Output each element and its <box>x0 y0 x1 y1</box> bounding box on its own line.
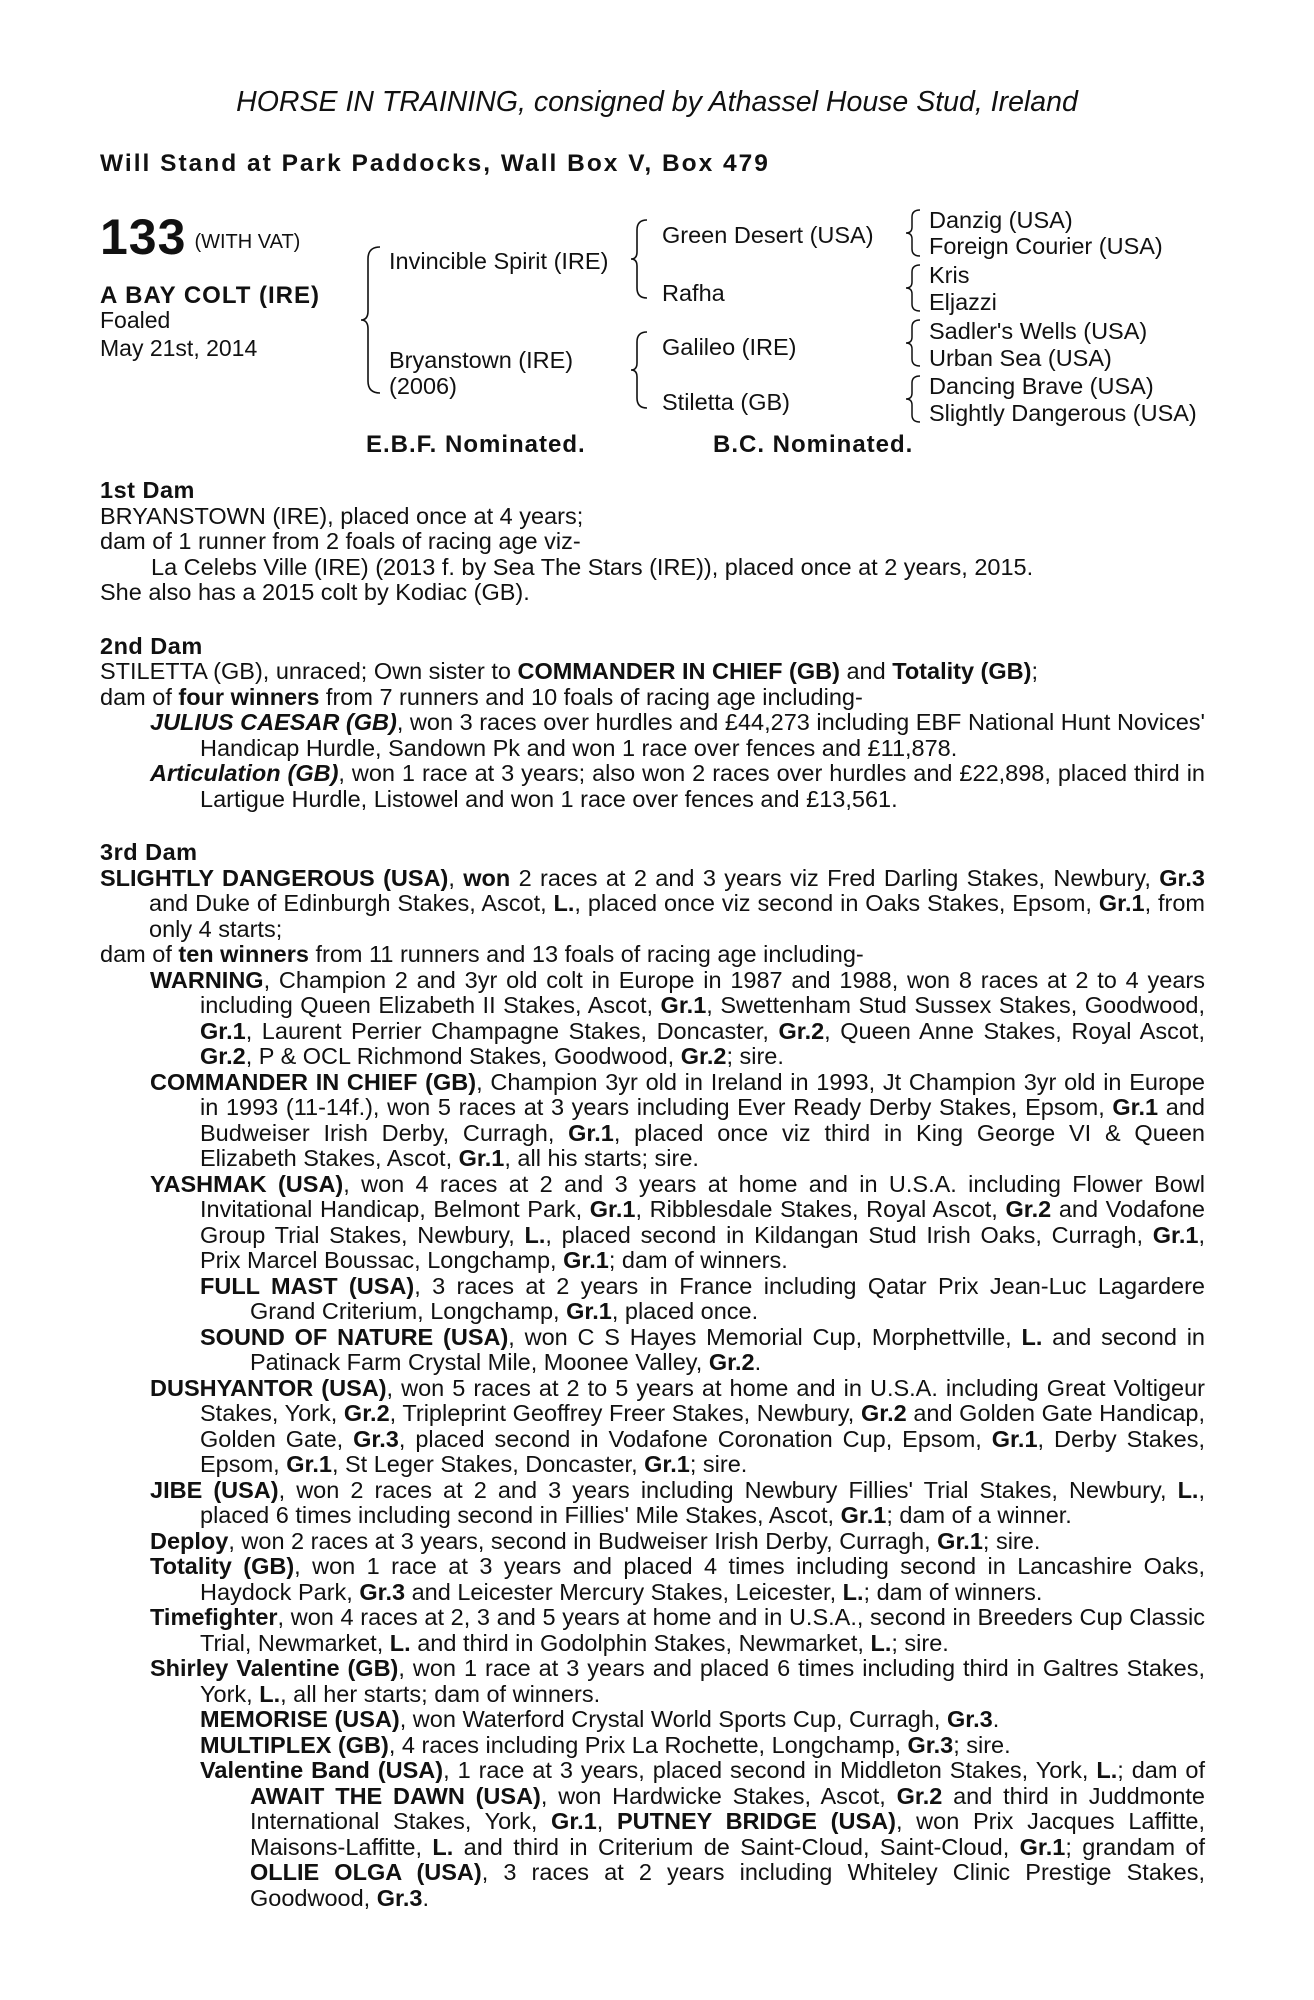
produce-timefighter: Timefighter, won 4 races at 2, 3 and 5 years at home and in U.S.A., second in Breeders Cup Classic Trial, Newmarket, L. and third in Godolphin Stakes, Newmarket, L.; sire. <box>150 1604 1205 1656</box>
third-dam-line: SLIGHTLY DANGEROUS (USA), won 2 races at 2 and 3 years viz Fred Darling Stakes, Newbury, Gr.3 and Duke of Edinburgh Stakes, Ascot, L., placed once viz second in Oaks Stakes, Epsom, Gr.1, from only 4 starts; <box>100 864 1205 942</box>
produce-sound-of-nature: SOUND OF NATURE (USA), won C S Hayes Memorial Cup, Morphettville, L. and second in Patinack Farm Crystal Mile, Moonee Valley, Gr.2. <box>200 1323 1205 1375</box>
catalogue-body <box>100 478 1205 1911</box>
pedigree-sire-sire: Green Desert (USA) <box>662 222 874 248</box>
produce-valentine-band: Valentine Band (USA), 1 race at 3 years, placed second in Middleton Stakes, York, L.; dam of AWAIT THE DAWN (USA), won Hardwicke Stakes, Ascot, Gr.2 and third in Juddmonte International Stakes, York, Gr.1, PUTNEY BRIDGE (USA), won Prix Jacques Laffitte, Maisons-Laffitte, L. and third in Criterium de Saint-Cloud, Saint-Cloud, Gr.1; grandam of OLLIE OLGA (USA), 3 races at 2 years including Whiteley Clinic Prestige Stakes, Goodwood, Gr.3. <box>200 1757 1205 1911</box>
foaled-label: Foaled <box>100 307 171 333</box>
produce-dushyantor: DUSHYANTOR (USA), won 5 races at 2 to 5 years at home and in U.S.A. including Great Voltigeur Stakes, York, Gr.2, Tripleprint Geoffrey Freer Stakes, Newbury, Gr.2 and Golden Gate Handicap, Golden Gate, Gr.3, placed second in Vodafone Coronation Cup, Epsom, Gr.1, Derby Stakes, Epsom, Gr.1, St Leger Stakes, Doncaster, Gr.1; sire. <box>150 1374 1205 1477</box>
pedigree-dam-sire: Galileo (IRE) <box>662 334 797 360</box>
pedigree-brace-main <box>360 245 384 395</box>
produce-yashmak: YASHMAK (USA), won 4 races at 2 and 3 years at home and in U.S.A. including Flower Bowl Invitational Handicap, Belmont Park, Gr.1, Ribblesdale Stakes, Royal Ascot, Gr.2 and Vodafone Group Trial Stakes, Newbury, L., placed second in Kildangan Stud Irish Oaks, Curragh, Gr.1, Prix Marcel Boussac, Longchamp, Gr.1; dam of winners. <box>150 1170 1206 1273</box>
produce-shirley-valentine: Shirley Valentine (GB), won 1 race at 3 years and placed 6 times including third in Galtres Stakes, York, L., all her starts; dam of winners. <box>150 1655 1205 1707</box>
pedigree-sdd: Eljazzi <box>929 289 997 315</box>
pedigree-dsd: Urban Sea (USA) <box>929 345 1112 371</box>
produce-deploy: Deploy, won 2 races at 3 years, second in Budweiser Irish Derby, Curragh, Gr.1; sire. <box>150 1527 1041 1554</box>
produce-totality: Totality (GB), won 1 race at 3 years and placed 4 times including second in Lancashire Oaks, Haydock Park, Gr.3 and Leicester Mercury Stakes, Leicester, L.; dam of winners. <box>150 1553 1205 1605</box>
foaled-info <box>100 306 257 362</box>
produce-commander-in-chief: COMMANDER IN CHIEF (GB), Champion 3yr old in Ireland in 1993, Jt Champion 3yr old in Europe in 1993 (11-14f.), won 5 races at 3 years including Ever Ready Derby Stakes, Epsom, Gr.1 and Budweiser Irish Derby, Curragh, Gr.1, placed once viz third in King George VI & Queen Elizabeth Stakes, Ascot, Gr.1, all his starts; sire. <box>150 1068 1205 1171</box>
lot-number-block <box>100 208 300 266</box>
produce-multiplex: MULTIPLEX (GB), 4 races including Prix La Rochette, Longchamp, Gr.3; sire. <box>200 1731 1011 1758</box>
produce-memorise: MEMORISE (USA), won Waterford Crystal World Sports Cup, Curragh, Gr.3. <box>200 1706 1000 1732</box>
produce-full-mast: FULL MAST (USA), 3 races at 2 years in France including Qatar Prix Jean-Luc Lagardere Grand Criterium, Longchamp, Gr.1, placed once. <box>200 1272 1205 1324</box>
pedigree-dam-year: (2006) <box>389 373 457 399</box>
stand-location: Will Stand at Park Paddocks, Wall Box V, Box 479 <box>100 150 770 177</box>
second-dam-line: STILETTA (GB), unraced; Own sister to COMMANDER IN CHIEF (GB) and Totality (GB); <box>100 658 1038 684</box>
first-dam-line: BRYANSTOWN (IRE), placed once at 4 years; <box>100 502 584 529</box>
pedigree-dam-dam: Stiletta (GB) <box>662 389 790 415</box>
lot-number: 133 <box>100 209 187 265</box>
pedigree-ddd: Slightly Dangerous (USA) <box>929 400 1197 426</box>
produce-articulation: Articulation (GB), won 1 race at 3 years; also won 2 races over hurdles and £22,898, placed third in Lartigue Hurdle, Listowel and won 1 race over fences and £13,561. <box>150 760 1205 812</box>
pedigree-dss: Sadler's Wells (USA) <box>929 318 1148 344</box>
foaled-date: May 21st, 2014 <box>100 335 258 361</box>
pedigree-sire: Invincible Spirit (IRE) <box>389 248 609 274</box>
pedigree-sire-dam: Rafha <box>662 280 725 306</box>
produce-julius-caesar: JULIUS CAESAR (GB), won 3 races over hurdles and £44,273 including EBF National Hunt Novices' Handicap Hurdle, Sandown Pk and won 1 race over fences and £11,878. <box>150 709 1206 761</box>
pedigree-dam: Bryanstown (IRE) <box>389 347 574 373</box>
first-dam-note: She also has a 2015 colt by Kodiac (GB). <box>100 579 530 605</box>
pedigree-brace-ss <box>905 208 923 258</box>
third-dam-produce: dam of ten winners from 11 runners and 13 foals of racing age including- <box>100 941 864 967</box>
pedigree-brace-dd <box>905 374 923 424</box>
pedigree-ssd: Foreign Courier (USA) <box>929 233 1163 259</box>
pedigree-sds: Kris <box>929 262 970 288</box>
pedigree-brace-dam <box>630 330 650 410</box>
pedigree-brace-ds <box>905 318 923 368</box>
pedigree-brace-sire <box>630 218 650 300</box>
produce-jibe: JIBE (USA), won 2 races at 2 and 3 years including Newbury Fillies' Trial Stakes, Newbury, L., placed 6 times including second in Fillies' Mile Stakes, Ascot, Gr.1; dam of a winner. <box>150 1476 1205 1528</box>
first-dam-foal: La Celebs Ville (IRE) (2013 f. by Sea The Stars (IRE)), placed once at 2 years, 2015. <box>151 553 1034 580</box>
ebf-nomination: E.B.F. Nominated. <box>366 431 586 458</box>
pedigree-brace-sd <box>905 263 923 313</box>
pedigree-dds: Dancing Brave (USA) <box>929 373 1154 399</box>
third-dam-heading: 3rd Dam <box>100 839 198 865</box>
pedigree-sss: Danzig (USA) <box>929 207 1073 233</box>
first-dam-produce: dam of 1 runner from 2 foals of racing age viz- <box>100 528 581 554</box>
first-dam-heading: 1st Dam <box>100 477 195 503</box>
catalogue-header: HORSE IN TRAINING, consigned by Athassel House Stud, Ireland <box>236 86 1078 118</box>
second-dam-produce: dam of four winners from 7 runners and 10 foals of racing age including- <box>100 683 863 710</box>
bc-nomination: B.C. Nominated. <box>713 431 914 458</box>
produce-warning: WARNING, Champion 2 and 3yr old colt in Europe in 1987 and 1988, won 8 races at 2 to 4 years including Queen Elizabeth II Stakes, Ascot, Gr.1, Swettenham Stud Sussex Stakes, Goodwood, Gr.1, Laurent Perrier Champagne Stakes, Doncaster, Gr.2, Queen Anne Stakes, Royal Ascot, Gr.2, P & OCL Richmond Stakes, Goodwood, Gr.2; sire. <box>150 966 1205 1069</box>
second-dam-heading: 2nd Dam <box>100 632 203 659</box>
lot-description: A BAY COLT (IRE) <box>100 282 321 309</box>
vat-note: (WITH VAT) <box>194 231 301 253</box>
